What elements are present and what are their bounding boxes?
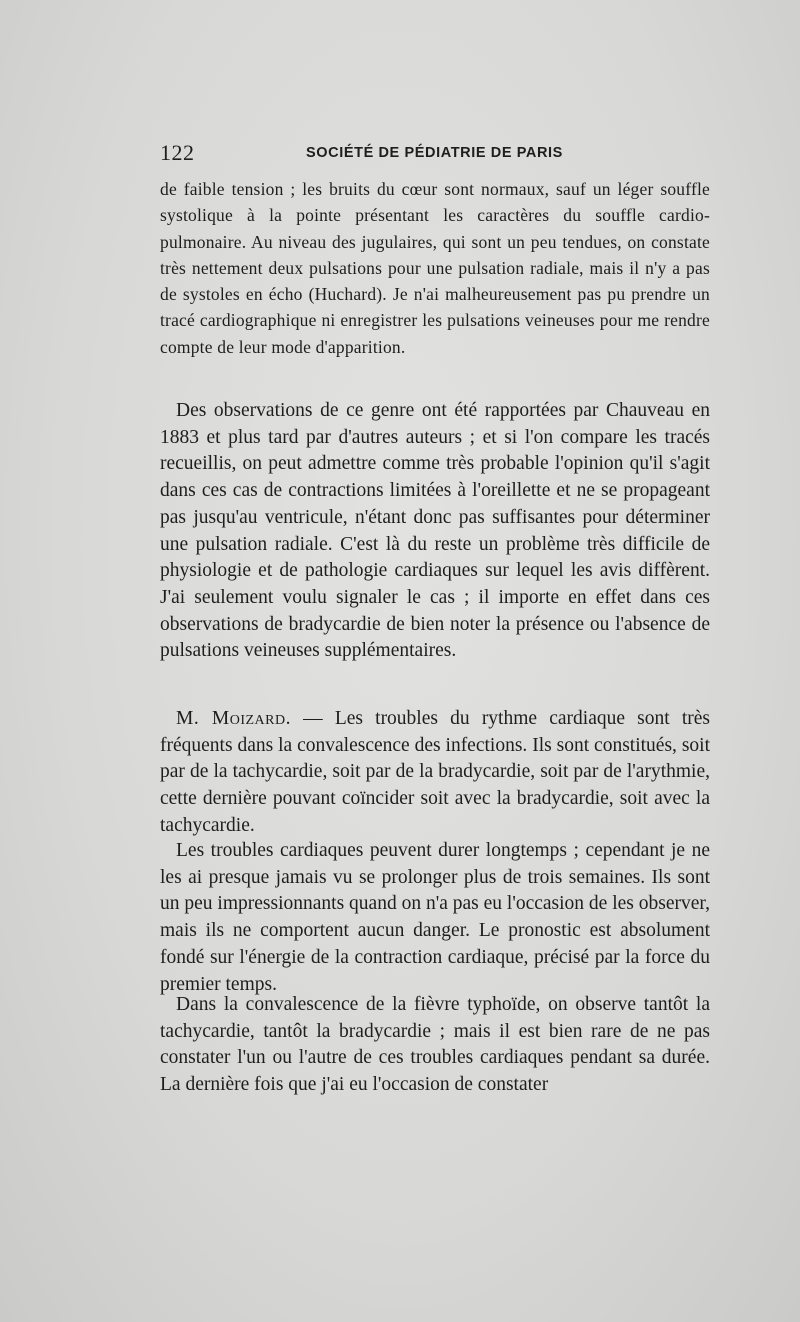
page-header <box>160 140 708 170</box>
speaker-name: M. Moizard. <box>176 708 291 729</box>
paragraph-moizard <box>160 706 710 840</box>
paragraph-continuation: de faible tension ; les bruits du cœur sont normaux, sauf un léger souffle systolique à la pointe présentant les caractères du souffle cardio-pulmonaire. Au niveau des jugulaires, qui sont un peu tendues, on constate très nettement deux pulsations pour une pulsation radiale, mais il n'y a pas de systoles en écho (Huchard). Je n'ai malheureusement pas pu prendre un tracé cardiographique ni enregistrer les pulsations veineuses pour me rendre compte de leur mode d'apparition. <box>160 179 710 357</box>
page-number: 122 <box>160 140 195 165</box>
paragraph-observations: Des observations de ce genre ont été rapportées par Chauveau en 1883 et plus tard par d'autres auteurs ; et si l'on compare les tracés recueillis, on peut admettre comme très probable l'opinion qu'il s'agit dans ces cas de contractions limitées à l'oreillette et ne se propageant pas jusqu'au ventricule, n'étant donc pas suffisantes pour déterminer une pulsation radiale. C'est là du reste un problème très difficile de physiologie et de pathologie cardiaques sur lequel les avis diffèrent. J'ai seulement voulu signaler le cas ; il importe en effet dans ces observations de bradycardie de bien noter la présence ou l'absence de pulsations veineuses supplémentaires. <box>160 400 710 662</box>
running-title: SOCIÉTÉ DE PÉDIATRIE DE PARIS <box>306 145 563 161</box>
paragraph-typhoide: Dans la convalescence de la fièvre typhoïde, on observe tantôt la tachycardie, tantôt la bradycardie ; mais il est bien rare de ne pas constater l'un ou l'autre de ces troubles cardiaques pendant sa durée. La dernière fois que j'ai eu l'occasion de constater <box>160 994 710 1096</box>
paragraph-troubles: Les troubles cardiaques peuvent durer longtemps ; cependant je ne les ai presque jamais vu se prolonger plus de trois semaines. Ils sont un peu impressionnants quand on n'a pas eu l'occasion de les observer, mais ils ne comportent aucun danger. Le pronostic est absolument fondé sur l'énergie de la contraction cardiaque, précisé par la force du premier temps. <box>160 840 710 995</box>
paragraph-moizard-text: — Les troubles du rythme cardiaque sont très fréquents dans la convalescence des infections. Ils sont constitués, soit par de la tachycardie, soit par de la bradycardie, soit par de l'arythmie, cette dernière pouvant coïncider soit avec la bradycardie, soit avec la tachycardie. <box>160 708 711 836</box>
